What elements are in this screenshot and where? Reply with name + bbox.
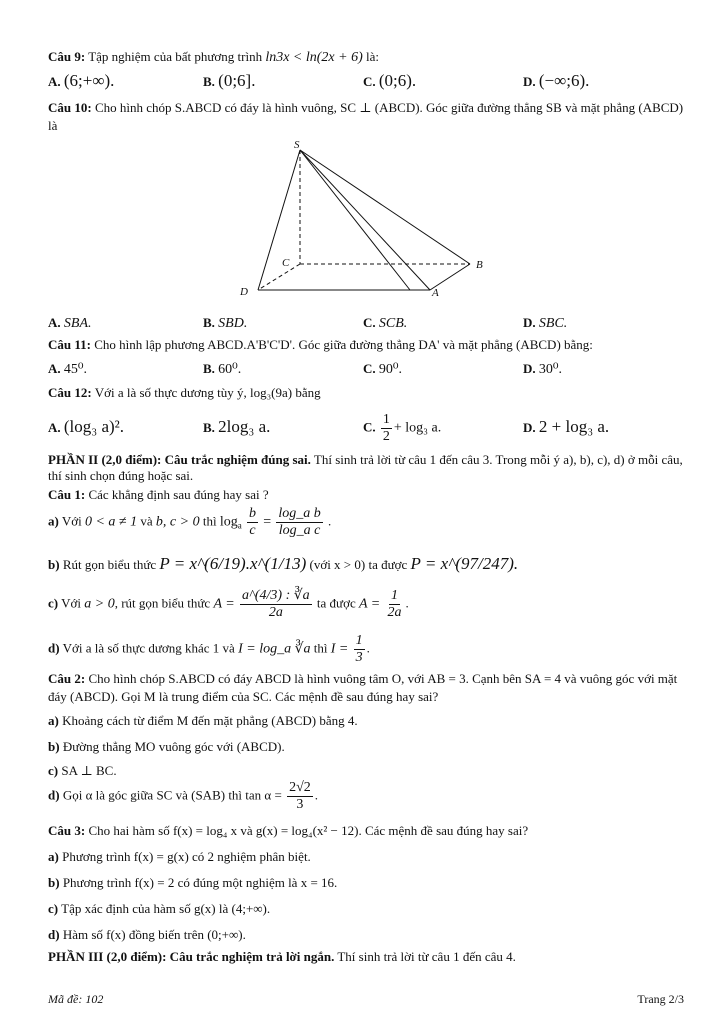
q10-option-d[interactable]: D. SBC.	[523, 315, 568, 331]
edge-sa	[300, 150, 430, 290]
part2-text: Thí sinh trả lời từ câu 1 đến câu 3. Trong mỗi ý a), b), c), d) ở mỗi câu, thí sinh chọn đúng hoặc sai.	[48, 452, 683, 483]
part2-header	[48, 452, 684, 484]
edge-sd	[258, 150, 300, 290]
q12-options	[48, 412, 684, 450]
p2q2-label: Câu 2:	[48, 671, 86, 686]
label-d: D	[240, 286, 248, 298]
p2q3-item-a: a) Phương trình f(x) = g(x) có 2 nghiệm phân biệt.	[48, 849, 311, 864]
p2q1-item-b: b) Rút gọn biểu thức P = x^(6/19).x^(1/13) (với x > 0) ta được P = x^(97/247).	[48, 554, 519, 573]
p2q1-item-d: d) Với a là số thực dương khác 1 và I = log_a ∛a thì I = $\frac{1}{3}$ .	[48, 633, 370, 665]
q11-option-d[interactable]: D. 30⁰.	[523, 361, 563, 377]
p2q2-item-b: b) Đường thẳng MO vuông góc với (ABCD).	[48, 739, 285, 754]
label-b: B	[476, 259, 483, 271]
p2q2-stem	[48, 670, 684, 706]
p2q3-item-b: b) Phương trình f(x) = 2 có đúng một nghiệm là x = 16.	[48, 875, 338, 890]
q9-option-a[interactable]: A. (6;+∞).	[48, 71, 115, 90]
q9-suffix: là:	[366, 49, 380, 64]
q10-option-c[interactable]: C. SCB.	[363, 315, 408, 331]
q10-option-a[interactable]: A. SBA.	[48, 315, 92, 331]
p2q2-item-c: c) SA ⊥ BC.	[48, 763, 117, 778]
q11-label: Câu 11:	[48, 337, 91, 352]
q11-option-a[interactable]: A. 45⁰.	[48, 361, 88, 377]
p2q2-item-a: a) Khoảng cách từ điểm M đến mặt phẳng (ABCD) bằng 4.	[48, 713, 358, 728]
q10-label: Câu 10:	[48, 100, 92, 115]
part3-header	[48, 948, 684, 966]
q9-math: ln3x < ln(2x + 6)	[265, 50, 363, 65]
pyramid-figure	[230, 138, 500, 300]
q9-text: Tập nghiệm của bất phương trình	[88, 49, 263, 64]
q12-text: Với a là số thực dương tùy ý, log₃(9a) bằng	[94, 385, 321, 400]
q12-label: Câu 12:	[48, 385, 92, 400]
p2q1-text: Các khẳng định sau đúng hay sai ?	[88, 487, 269, 502]
q12-option-a[interactable]: A. (log₃ a)².	[48, 417, 125, 436]
q12-option-c[interactable]: C. $\frac{1}{2}$ + log₃ a.	[363, 412, 442, 444]
q9-option-d[interactable]: D. (−∞;6).	[523, 71, 590, 90]
label-c: C	[282, 257, 290, 269]
q11-stem	[48, 336, 684, 354]
p2q3-item-d: d) Hàm số f(x) đồng biến trên (0;+∞).	[48, 927, 246, 942]
p2q1-stem	[48, 486, 684, 504]
page-number: Trang 2/3	[637, 992, 684, 1006]
q10-text: Cho hình chóp S.ABCD có đáy là hình vuông, SC ⊥ (ABCD). Góc giữa đường thẳng SB và mặt phẳng (ABCD) là	[48, 100, 684, 133]
p2q3-label: Câu 3:	[48, 823, 86, 838]
q11-text: Cho hình lập phương ABCD.A'B'C'D'. Góc giữa đường thẳng DA' và mặt phẳng (ABCD) bằng:	[94, 337, 593, 352]
p2q1-item-a: a) Với 0 < a ≠ 1 và b, c > 0 thì $\log_a$ $\frac{b}{c}$ = $\frac{\text{log\_a b}}{\text{log\_a c}}$ .	[48, 506, 332, 538]
exam-code: Mã đề: 102	[48, 992, 104, 1006]
q9-options	[48, 72, 684, 94]
q12-option-b[interactable]: B. 2log₃ a.	[203, 417, 271, 436]
p2q1-item-c: c) Với a > 0, rút gọn biểu thức A = $\frac{a\^{}(4/3) : ∛a}{2a}$ ta được A = $\frac{1}{2a}$ .	[48, 588, 409, 620]
q11-options	[48, 360, 684, 380]
p2q3-item-c: c) Tập xác định của hàm số g(x) là (4;+∞).	[48, 901, 271, 916]
q10-options	[48, 314, 684, 334]
edge-s-front	[300, 150, 410, 290]
q9-option-b[interactable]: B. (0;6].	[203, 71, 256, 90]
q12-option-d[interactable]: D. 2 + log₃ a.	[523, 417, 610, 436]
q9-option-c[interactable]: C. (0;6).	[363, 71, 417, 90]
label-a: A	[432, 287, 439, 299]
q11-option-c[interactable]: C. 90⁰.	[363, 361, 403, 377]
q10-stem	[48, 99, 684, 135]
q9-stem	[48, 48, 684, 67]
p2q1-label: Câu 1:	[48, 487, 86, 502]
p2q3-text: Cho hai hàm số f(x) = log₄ x và g(x) = log₄(x² − 12). Các mệnh đề sau đúng hay sai?	[88, 823, 529, 838]
q12-stem	[48, 384, 684, 402]
p2q3-stem	[48, 822, 684, 840]
q9-label: Câu 9:	[48, 49, 86, 64]
edge-sb	[300, 150, 470, 264]
label-s: S	[294, 139, 300, 151]
part2-title: PHẦN II (2,0 điểm): Câu trắc nghiệm đúng sai.	[48, 452, 311, 467]
p2q2-item-d: d) Gọi α là góc giữa SC và (SAB) thì tan α = $\frac{2√2}{3}$ .	[48, 780, 319, 812]
q11-option-b[interactable]: B. 60⁰.	[203, 361, 242, 377]
part3-title: PHẦN III (2,0 điểm): Câu trắc nghiệm trả lời ngắn.	[48, 949, 335, 964]
p2q2-text: Cho hình chóp S.ABCD có đáy ABCD là hình vuông tâm O, với AB = 3. Cạnh bên SA = 4 và vuông góc với mặt đáy (ABCD). Gọi M là trung điểm của SC. Các mệnh đề sau đúng hay sai?	[48, 671, 678, 704]
q10-option-b[interactable]: B. SBD.	[203, 315, 248, 331]
part3-text: Thí sinh trả lời từ câu 1 đến câu 4.	[337, 949, 516, 964]
